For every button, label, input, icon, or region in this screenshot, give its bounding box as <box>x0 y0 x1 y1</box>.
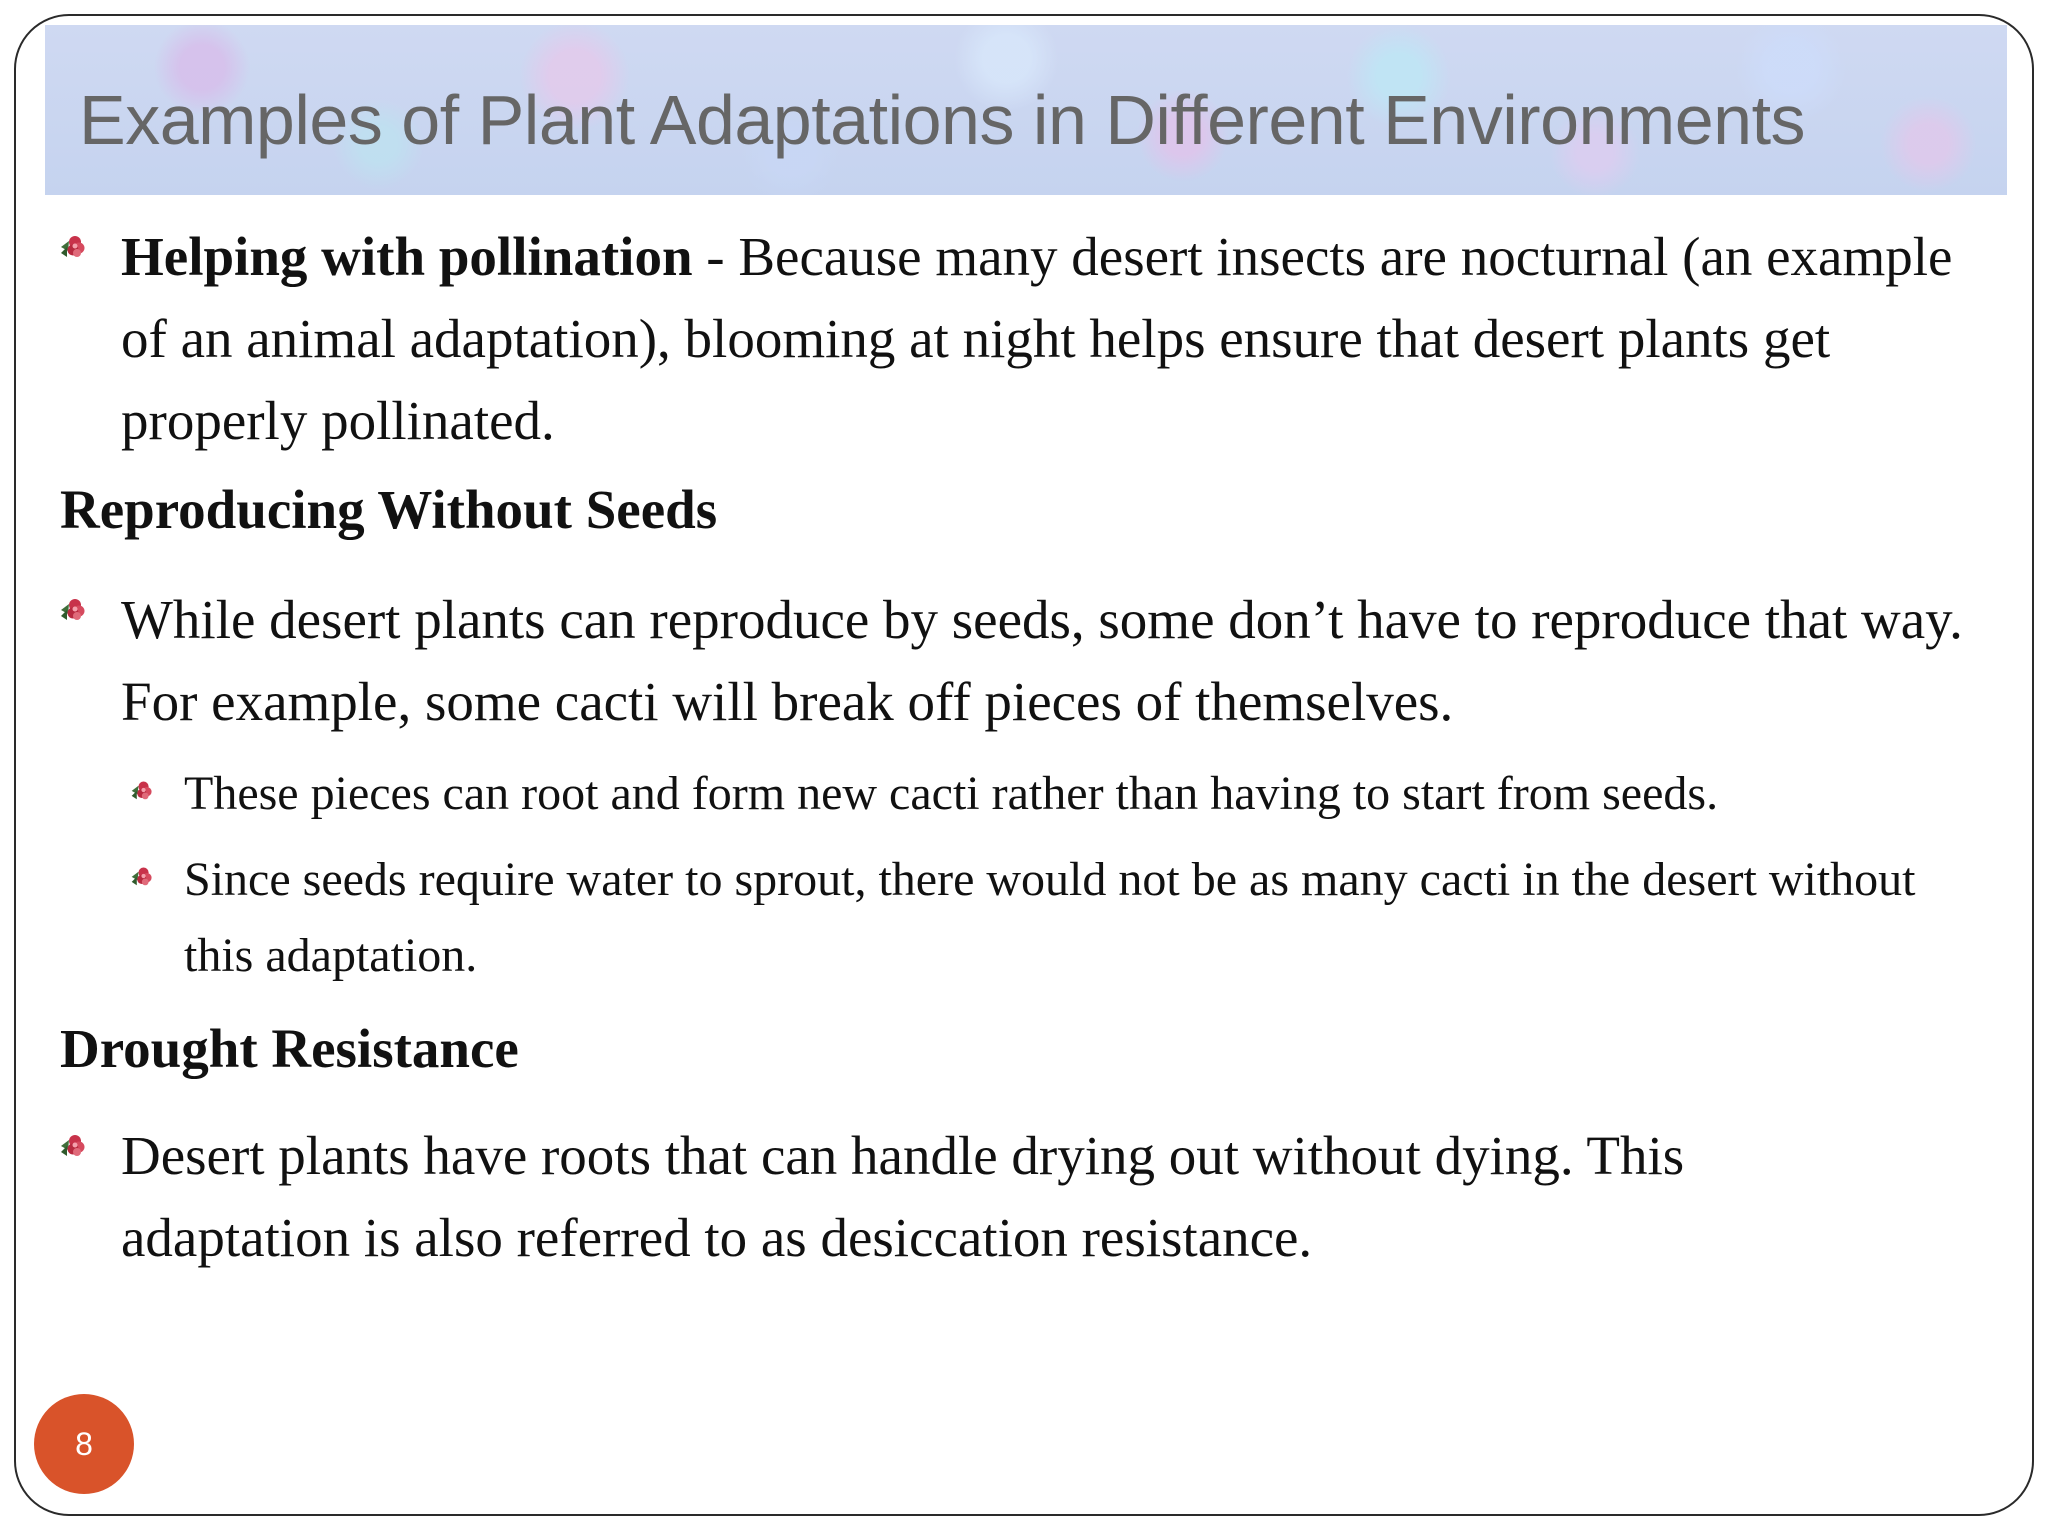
pollination-text: - Because many desert insects are nocturnal (an example of an animal adaptation), blooming at night helps ensure that desert plants get properly pollinated. <box>121 226 1953 451</box>
reproducing-bullet: While desert plants can reproduce by seeds, some don’t have to reproduce that way. For example, some cacti will break off pieces of themselves. <box>121 589 1963 732</box>
flower-bullet-icon <box>130 865 152 887</box>
slide-title: Examples of Plant Adaptations in Different Environments <box>79 81 1806 159</box>
drought-heading: Drought Resistance <box>60 1018 519 1079</box>
drought-bullet: Desert plants have roots that can handle drying out without dying. This adaptation is also referred to as desiccation resistance. <box>121 1125 1685 1268</box>
slide-content <box>16 16 2032 1514</box>
flower-bullet-icon <box>59 596 85 622</box>
slide-frame <box>14 14 2034 1516</box>
reproducing-sub-bullet-1: These pieces can root and form new cacti rather than having to start from seeds. <box>184 767 1719 820</box>
flower-bullet-icon <box>59 233 85 259</box>
flower-bullet-icon <box>59 1132 85 1158</box>
pollination-label: Helping with pollination <box>121 226 693 287</box>
reproducing-heading: Reproducing Without Seeds <box>60 479 718 540</box>
pollination-bullet <box>121 216 2001 462</box>
flower-bullet-icon <box>130 779 152 801</box>
page-number-badge: 8 <box>34 1394 134 1494</box>
reproducing-sub-bullet-2: Since seeds require water to sprout, there would not be as many cacti in the desert without this adaptation. <box>184 853 1916 982</box>
